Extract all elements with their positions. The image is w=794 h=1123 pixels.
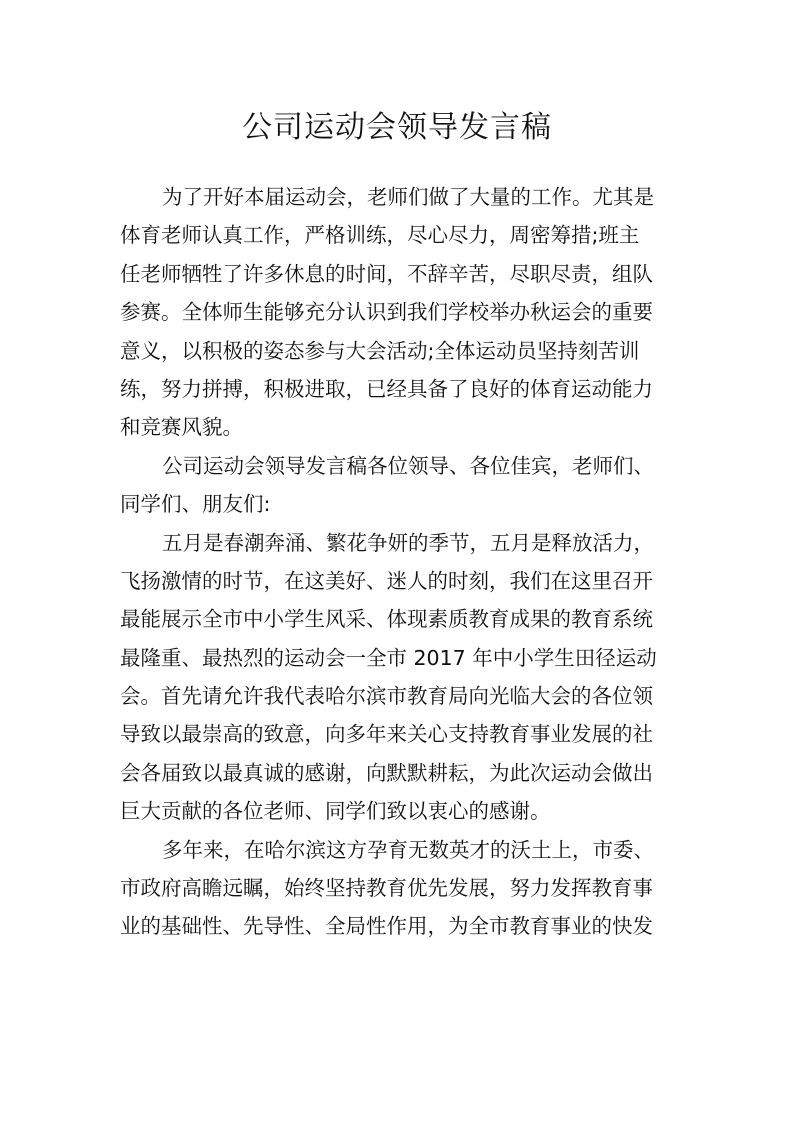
text-line: 会。首先请允许我代表哈尔滨市教育局向光临大会的各位领	[120, 684, 653, 709]
text-line: 市政府高瞻远瞩，始终坚持教育优先发展，努力发挥教育事	[120, 876, 653, 901]
text-line: 为了开好本届运动会，老师们做了大量的工作。尤其是	[162, 185, 654, 209]
text-line: 业的基础性、先导性、全局性作用，为全市教育事业的快发	[120, 914, 653, 939]
text-line: 体育老师认真工作，严格训练，尽心尽力，周密筹措;班主	[120, 223, 640, 248]
text-line: 任老师牺牲了许多休息的时间，不辞辛苦，尽职尽责，组队	[120, 261, 653, 286]
text-line: 意义，以积极的姿态参与大会活动;全体运动员坚持刻苦训	[120, 338, 640, 363]
text-line: 练，努力拼搏，积极进取，已经具备了良好的体育运动能力	[120, 376, 653, 401]
text-line: 参赛。全体师生能够充分认识到我们学校举办秋运会的重要	[120, 300, 653, 325]
paragraph-3	[120, 524, 690, 831]
document-title: 公司运动会领导发言稿	[242, 110, 552, 145]
paragraph-2	[120, 447, 690, 524]
text-line: 最能展示全市中小学生风采、体现素质教育成果的教育系统	[120, 607, 653, 632]
paragraph-1	[120, 178, 690, 447]
text-line: 导致以最崇高的致意，向多年来关心支持教育事业发展的社	[120, 722, 653, 747]
text-line: 飞扬激情的时节，在这美好、迷人的时刻，我们在这里召开	[120, 568, 653, 593]
text-line: 和竞赛风貌。	[120, 415, 243, 440]
paragraph-4	[120, 831, 690, 946]
document-body	[120, 178, 690, 946]
text-line: 最隆重、最热烈的运动会一全市 2017 年中小学生田径运动	[120, 645, 657, 670]
text-line: 五月是春潮奔涌、繁花争妍的季节，五月是释放活力，	[162, 530, 654, 555]
text-line: 多年来，在哈尔滨这方孕育无数英才的沃土上，市委、	[162, 837, 654, 862]
text-line: 巨大贡献的各位老师、同学们致以衷心的感谢。	[120, 799, 551, 824]
text-line: 同学们、朋友们:	[120, 492, 271, 517]
text-line: 会各届致以最真诚的感谢，向默默耕耘，为此次运动会做出	[120, 760, 653, 785]
text-line: 公司运动会领导发言稿各位领导、各位佳宾，老师们、	[162, 453, 654, 478]
